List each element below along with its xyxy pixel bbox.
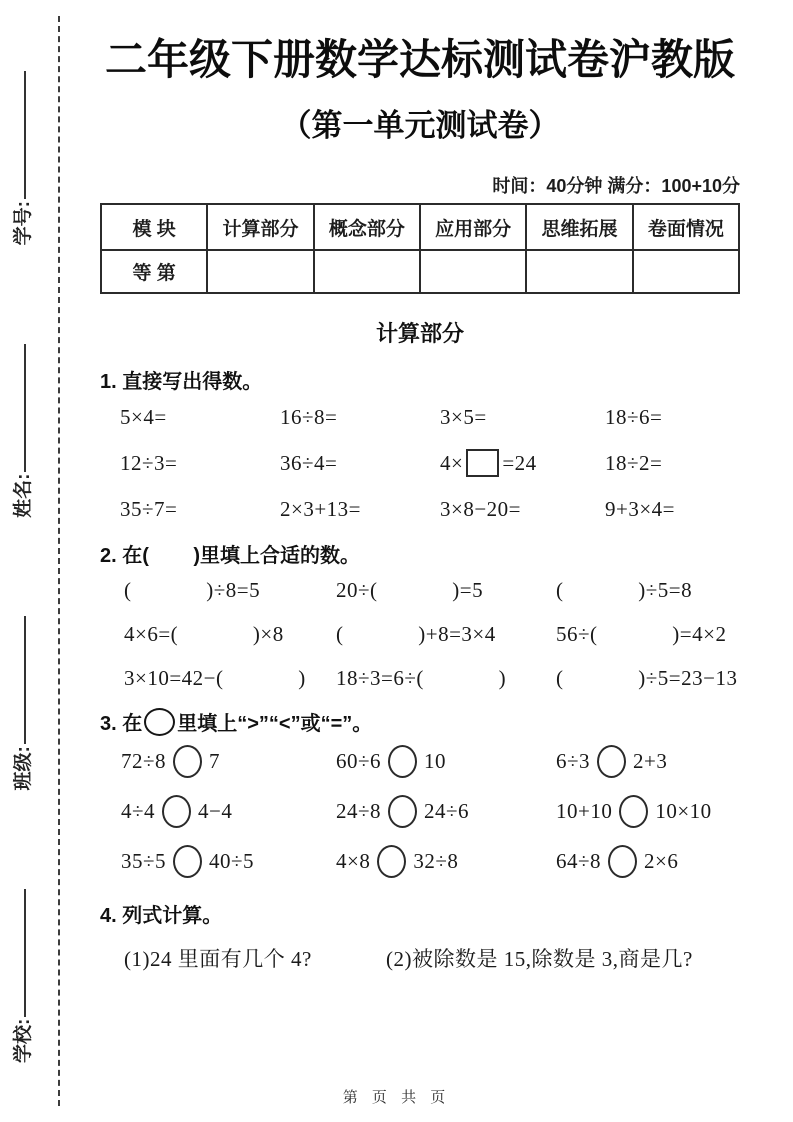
q2-row-1 (100, 568, 740, 612)
left-expression: 35÷5 (121, 848, 167, 873)
left-expression: 10+10 (556, 798, 613, 823)
equation: 36÷4= (280, 450, 338, 475)
right-expression: 7 (209, 748, 221, 773)
col-paper-condition: 卷面情况 (633, 204, 739, 250)
right-expression: 2+3 (633, 748, 668, 773)
seal-margin (8, 67, 54, 1067)
col-concept: 概念部分 (314, 204, 420, 250)
compare-circle-icon (144, 708, 175, 736)
answer-box (466, 449, 499, 477)
school-field (8, 889, 35, 1063)
fill-blank-equation: ( )÷5=8 (556, 577, 693, 602)
right-expression: 10×10 (655, 798, 712, 823)
comparison (336, 795, 556, 828)
fill-blank-equation: 20÷( )=5 (336, 577, 484, 602)
col-module: 模 块 (101, 204, 207, 250)
left-expression: 64÷8 (556, 848, 602, 873)
fill-blank-equation: ( )÷8=5 (124, 577, 261, 602)
page-title: 二年级下册数学达标测试卷沪教版 (104, 36, 735, 83)
q1-row-2 (100, 440, 740, 486)
left-expression: 72÷8 (121, 748, 167, 773)
score-table-header-row (101, 204, 739, 250)
q4-items (100, 943, 740, 973)
comparison (336, 845, 556, 878)
grade-cell-empty (314, 250, 420, 293)
compare-circle (608, 845, 637, 878)
fill-blank-equation: 56÷( )=4×2 (556, 621, 727, 646)
comparison (336, 745, 556, 778)
page-subtitle: （第一单元测试卷） (280, 108, 560, 144)
question-2-title: 2. 在( )里填上合适的数。 (100, 545, 361, 568)
left-expression: 4×8 (336, 848, 371, 873)
word-problem-1: (1)24 里面有几个 4? (124, 947, 312, 972)
fill-blank-equation: ( )+8=3×4 (336, 621, 496, 646)
compare-circle (619, 795, 648, 828)
right-expression: 2×6 (644, 848, 679, 873)
compare-circle (377, 845, 406, 878)
fill-blank-equation: 4×6=( )×8 (124, 621, 284, 646)
q3-row-3 (100, 836, 740, 886)
col-thinking: 思维拓展 (526, 204, 632, 250)
equation: 35÷7= (120, 496, 178, 521)
q1-row-3 (100, 486, 740, 532)
grade-cell-empty (526, 250, 632, 293)
student-id-field (8, 71, 35, 245)
right-expression: 32÷8 (413, 848, 459, 873)
right-expression: 40÷5 (209, 848, 255, 873)
q3-row-2 (100, 786, 740, 836)
grade-cell-empty (420, 250, 526, 293)
seal-dashed-line (58, 16, 60, 1106)
q3-title-pre: 3. 在 (100, 713, 143, 736)
col-calculation: 计算部分 (207, 204, 313, 250)
comparison (556, 845, 740, 878)
equation: 16÷8= (280, 404, 338, 429)
word-problem-2: (2)被除数是 15,除数是 3,商是几? (386, 947, 693, 972)
comparison (556, 795, 740, 828)
compare-circle (162, 795, 191, 828)
name-blank-line (24, 344, 26, 472)
q1-row-1 (100, 394, 740, 440)
class-field (8, 616, 35, 790)
left-expression: 60÷6 (336, 748, 382, 773)
compare-circle (597, 745, 626, 778)
student-id-label: 学号: (13, 201, 34, 246)
q2-row-3 (100, 656, 740, 700)
school-blank-line (24, 889, 26, 1017)
time-score-info: 时间：40分钟 满分：100+10分 (492, 176, 740, 197)
q3-row-1 (100, 736, 740, 786)
equation: 5×4= (120, 404, 167, 429)
q2-row-2 (100, 612, 740, 656)
student-id-blank-line (24, 71, 26, 199)
compare-circle (388, 795, 417, 828)
right-expression: 10 (424, 748, 447, 773)
equation: 9+3×4= (605, 496, 676, 521)
main-content (100, 0, 740, 973)
compare-circle (173, 845, 202, 878)
equation: 3×8−20= (440, 496, 522, 521)
comparison (121, 795, 336, 828)
name-field (8, 344, 35, 518)
equation-part: 4× (440, 451, 464, 476)
section-title-calculation: 计算部分 (375, 321, 464, 347)
question-4-title: 4. 列式计算。 (100, 905, 223, 928)
left-expression: 6÷3 (556, 748, 591, 773)
class-blank-line (24, 616, 26, 744)
equation: 18÷6= (605, 404, 663, 429)
equation: 18÷2= (605, 450, 663, 475)
compare-circle (173, 745, 202, 778)
left-expression: 24÷8 (336, 798, 382, 823)
fill-blank-equation: 18÷3=6÷( ) (336, 665, 507, 690)
score-table (100, 203, 740, 294)
grade-cell-empty (633, 250, 739, 293)
equation: 12÷3= (120, 450, 178, 475)
right-expression: 24÷6 (424, 798, 470, 823)
col-application: 应用部分 (420, 204, 526, 250)
fill-blank-equation: ( )÷5=23−13 (556, 665, 738, 690)
right-expression: 4−4 (198, 798, 233, 823)
comparison (121, 745, 336, 778)
class-label: 班级: (13, 746, 34, 791)
grade-row-label: 等 第 (101, 250, 207, 293)
fill-blank-equation: 3×10=42−( ) (124, 665, 306, 690)
left-expression: 4÷4 (121, 798, 156, 823)
equation: 3×5= (440, 404, 487, 429)
school-label: 学校: (13, 1018, 34, 1063)
comparison (121, 845, 336, 878)
page-number-footer: 第 页 共 页 (342, 1089, 451, 1106)
comparison (556, 745, 740, 778)
name-label: 姓名: (13, 473, 34, 518)
grade-cell-empty (207, 250, 313, 293)
score-table-grade-row (101, 250, 739, 293)
equation-part: =24 (502, 451, 537, 476)
question-1-title: 1. 直接写出得数。 (100, 371, 263, 394)
equation-with-box (440, 449, 605, 477)
q3-title-post: 里填上“>”“<”或“=”。 (177, 713, 373, 736)
compare-circle (388, 745, 417, 778)
question-3-title (100, 707, 740, 736)
equation: 2×3+13= (280, 496, 362, 521)
